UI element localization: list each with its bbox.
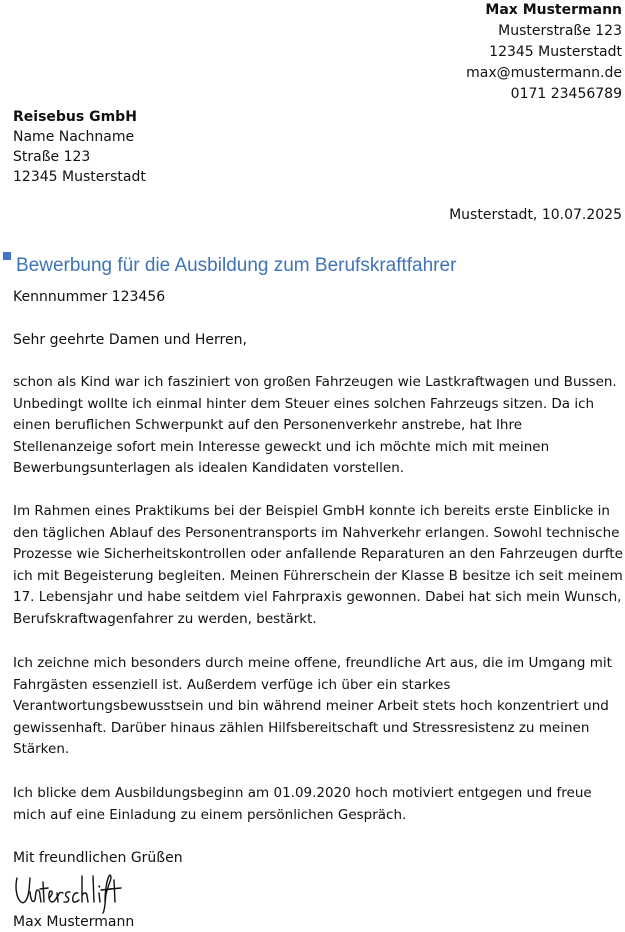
subject-heading: Bewerbung für die Ausbildung zum Berufskraftfahrer <box>16 255 457 276</box>
signer-name: Max Mustermann <box>13 914 135 930</box>
recipient-address <box>13 107 146 187</box>
body-paragraph-1: schon als Kind war ich fasziniert von großen Fahrzeugen wie Lastkraftwagen und Bussen. Unbedingt wollte ich einmal hinter dem Steuer eines solchen Fahrzeugs sitzen. Da ich einen beruflichen Schwerpunkt auf den Personenverkehr anstrebe, hat Ihre Stellenanzeige sofort mein Interesse geweckt und ich möchte mich mit meinen Bewerbungsunterlagen als idealen Kandidaten vorstellen. <box>13 374 617 476</box>
recipient-city: 12345 Musterstadt <box>13 169 146 185</box>
sender-phone: 0171 23456789 <box>510 86 622 102</box>
recipient-contact: Name Nachname <box>13 129 135 145</box>
sender-city: 12345 Musterstadt <box>489 44 622 60</box>
recipient-company: Reisebus GmbH <box>13 109 137 125</box>
closing-phrase: Mit freundlichen Grüßen <box>13 850 183 866</box>
reference-number: Kennnummer 123456 <box>13 289 166 305</box>
sender-address <box>466 0 622 105</box>
recipient-street: Straße 123 <box>13 149 91 165</box>
heading-marker <box>3 252 11 260</box>
letter-date: Musterstadt, 10.07.2025 <box>449 207 622 223</box>
body-paragraph-2: Im Rahmen eines Praktikums bei der Beispiel GmbH konnte ich bereits erste Einblicke in den täglichen Ablauf des Personentransports im Nahverkehr erlangen. Sowohl technische Prozesse wie Sicherheitskontrollen oder anfallende Reparaturen an den Fahrzeugen durfte ich mit Begeisterung begleiten. Meinen Führerschein der Klasse B besitze ich seit meinem 17. Lebensjahr und habe seitdem viel Fahrpraxis gewonnen. Dabei hat sich mein Wunsch, Berufskraftwagenfahrer zu werden, bestärkt. <box>13 503 623 627</box>
body-paragraph-3: Ich zeichne mich besonders durch meine offene, freundliche Art aus, die im Umgang mit Fahrgästen essenziell ist. Außerdem verfüge ich über ein starkes Verantwortungsbewusstsein und bin während meiner Arbeit stets hoch konzentriert und gewissenhaft. Darüber hinaus zählen Hilfsbereitschaft und Stressresistenz zu meinen Stärken. <box>13 655 612 757</box>
sender-email: max@mustermann.de <box>466 65 622 81</box>
body-paragraph-4: Ich blicke dem Ausbildungsbeginn am 01.09.2020 hoch motiviert entgegen und freue mich auf eine Einladung zu einem persönlichen Gespräch. <box>13 785 592 823</box>
sender-street: Musterstraße 123 <box>498 23 622 39</box>
handwritten-signature <box>13 872 138 914</box>
salutation: Sehr geehrte Damen und Herren, <box>13 332 247 348</box>
sender-name: Max Mustermann <box>485 2 622 18</box>
